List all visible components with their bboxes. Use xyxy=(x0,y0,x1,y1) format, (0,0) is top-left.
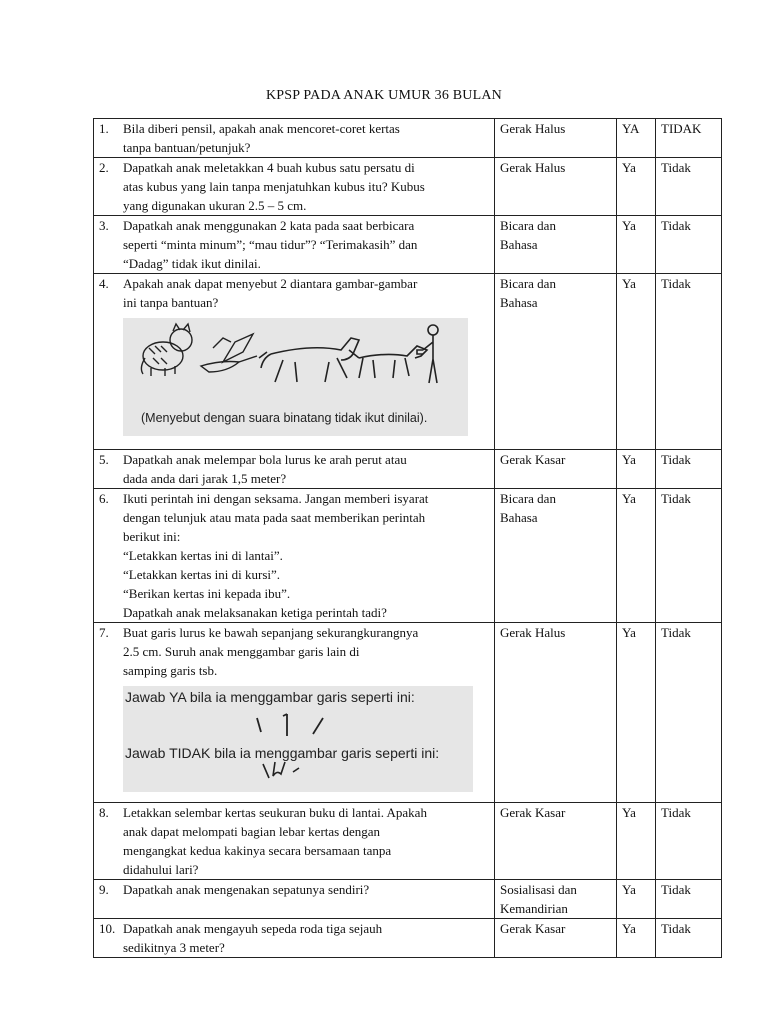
question-line: 2.5 cm. Suruh anak menggambar garis lain di xyxy=(123,644,360,659)
tidak-cell: Tidak xyxy=(656,216,722,274)
question-number: 10. xyxy=(99,921,116,936)
question-line: didahului lari? xyxy=(123,862,199,877)
lines-caption-yes: Jawab YA bila ia menggambar garis seperti ini: xyxy=(125,689,415,705)
question-line: Dapatkah anak menggunakan 2 kata pada saat berbicara xyxy=(123,218,415,233)
domain-cell xyxy=(495,274,617,450)
question-number: 7. xyxy=(99,625,109,640)
domain-label: Gerak Halus xyxy=(500,625,566,640)
ya-cell: Ya xyxy=(617,919,656,958)
question-line: Apakah anak dapat menyebut 2 diantara gambar-gambar xyxy=(123,276,418,291)
question-cell xyxy=(94,623,495,803)
domain-label: Bahasa xyxy=(500,295,538,310)
correct-lines xyxy=(257,714,323,736)
domain-label: Bahasa xyxy=(500,237,538,252)
person-figure xyxy=(417,325,438,383)
table-row xyxy=(94,623,722,803)
domain-label: Kemandirian xyxy=(500,901,568,916)
question-number: 5. xyxy=(99,452,109,467)
question-line: “Berikan kertas ini kepada ibu”. xyxy=(123,586,291,601)
question-line: anak dapat melompati bagian lebar kertas dengan xyxy=(123,824,381,839)
question-line: Buat garis lurus ke bawah sepanjang sekurangkurangnya xyxy=(123,625,419,640)
question-line: Dapatkah anak melempar bola lurus ke arah perut atau xyxy=(123,452,407,467)
question-line: Dapatkah anak meletakkan 4 buah kubus satu persatu di xyxy=(123,160,415,175)
table-row xyxy=(94,158,722,216)
question-line: dengan telunjuk atau mata pada saat memberikan perintah xyxy=(123,510,426,525)
domain-cell xyxy=(495,803,617,880)
domain-label: Gerak Halus xyxy=(500,121,566,136)
question-cell xyxy=(94,803,495,880)
table-row xyxy=(94,489,722,623)
question-cell xyxy=(94,450,495,489)
tidak-cell: Tidak xyxy=(656,880,722,919)
question-line: tanpa bantuan/petunjuk? xyxy=(123,140,251,155)
question-line: sedikitnya 3 meter? xyxy=(123,940,225,955)
question-number: 6. xyxy=(99,491,109,506)
question-line: seperti “minta minum”; “mau tidur”? “Terimakasih” dan xyxy=(123,237,418,252)
domain-label: Gerak Halus xyxy=(500,160,566,175)
table-row xyxy=(94,216,722,274)
tidak-cell: Tidak xyxy=(656,158,722,216)
animals-picture xyxy=(123,318,468,436)
table-row xyxy=(94,274,722,450)
lines-picture xyxy=(123,686,473,792)
kpsp-table xyxy=(93,118,722,958)
question-line: Dapatkah anak mengayuh sepeda roda tiga sejauh xyxy=(123,921,383,936)
lines-drawing xyxy=(123,686,473,792)
question-cell xyxy=(94,489,495,623)
domain-cell xyxy=(495,119,617,158)
question-number: 9. xyxy=(99,882,109,897)
question-line: samping garis tsb. xyxy=(123,663,218,678)
tidak-cell: Tidak xyxy=(656,919,722,958)
ya-cell: Ya xyxy=(617,489,656,623)
domain-cell xyxy=(495,880,617,919)
question-line: mengangkat kedua kakinya secara bersamaan tanpa xyxy=(123,843,392,858)
table-row xyxy=(94,450,722,489)
question-cell xyxy=(94,216,495,274)
ya-cell: Ya xyxy=(617,450,656,489)
ya-cell: Ya xyxy=(617,158,656,216)
question-cell xyxy=(94,158,495,216)
table-row xyxy=(94,803,722,880)
table-row xyxy=(94,119,722,158)
domain-label: Bicara dan xyxy=(500,491,556,506)
tidak-cell: Tidak xyxy=(656,489,722,623)
ya-cell: YA xyxy=(617,119,656,158)
domain-cell xyxy=(495,216,617,274)
animals-caption: (Menyebut dengan suara binatang tidak ikut dinilai). xyxy=(141,411,428,425)
question-number: 3. xyxy=(99,218,109,233)
question-number: 4. xyxy=(99,276,109,291)
question-cell xyxy=(94,119,495,158)
domain-cell xyxy=(495,450,617,489)
cat-figure xyxy=(141,324,192,376)
domain-cell xyxy=(495,489,617,623)
domain-label: Gerak Kasar xyxy=(500,921,566,936)
lines-caption-no: Jawab TIDAK bila ia menggambar garis seperti ini: xyxy=(125,745,440,761)
question-cell xyxy=(94,880,495,919)
domain-label: Gerak Kasar xyxy=(500,452,566,467)
domain-label: Bicara dan xyxy=(500,218,556,233)
domain-label: Gerak Kasar xyxy=(500,805,566,820)
question-line: Bila diberi pensil, apakah anak mencoret-coret kertas xyxy=(123,121,400,136)
question-line: “Letakkan kertas ini di lantai”. xyxy=(123,548,283,563)
tidak-cell: Tidak xyxy=(656,450,722,489)
document-title: KPSP PADA ANAK UMUR 36 BULAN xyxy=(265,88,502,103)
tidak-cell: Tidak xyxy=(656,623,722,803)
question-line: atas kubus yang lain tanpa menjatuhkan kubus itu? Kubus xyxy=(123,179,425,194)
question-line: Ikuti perintah ini dengan seksama. Jangan memberi isyarat xyxy=(123,491,429,506)
domain-cell xyxy=(495,623,617,803)
question-number: 1. xyxy=(99,121,109,136)
ya-cell: Ya xyxy=(617,216,656,274)
question-line: ini tanpa bantuan? xyxy=(123,295,219,310)
question-cell xyxy=(94,274,495,450)
domain-label: Bicara dan xyxy=(500,276,556,291)
tidak-cell: TIDAK xyxy=(656,119,722,158)
tidak-cell: Tidak xyxy=(656,274,722,450)
question-cell xyxy=(94,919,495,958)
question-line: “Letakkan kertas ini di kursi”. xyxy=(123,567,281,582)
domain-cell xyxy=(495,158,617,216)
question-number: 8. xyxy=(99,805,109,820)
question-line: berikut ini: xyxy=(123,529,181,544)
domain-label: Sosialisasi dan xyxy=(500,882,577,897)
ya-cell: Ya xyxy=(617,880,656,919)
question-line: “Dadag” tidak ikut dinilai. xyxy=(123,256,261,271)
table-row xyxy=(94,919,722,958)
domain-cell xyxy=(495,919,617,958)
question-line: Letakkan selembar kertas seukuran buku di lantai. Apakah xyxy=(123,805,427,820)
question-number: 2. xyxy=(99,160,109,175)
question-line: Dapatkah anak melaksanakan ketiga perintah tadi? xyxy=(123,605,387,620)
tidak-cell: Tidak xyxy=(656,803,722,880)
domain-label: Bahasa xyxy=(500,510,538,525)
question-line: yang digunakan ukuran 2.5 – 5 cm. xyxy=(123,198,307,213)
incorrect-lines xyxy=(263,762,299,778)
horse-figure xyxy=(259,338,359,382)
ya-cell: Ya xyxy=(617,274,656,450)
question-line: dada anda dari jarak 1,5 meter? xyxy=(123,471,287,486)
bird-figure xyxy=(201,334,257,372)
ya-cell: Ya xyxy=(617,803,656,880)
table-row xyxy=(94,880,722,919)
question-line: Dapatkah anak mengenakan sepatunya sendiri? xyxy=(123,882,370,897)
ya-cell: Ya xyxy=(617,623,656,803)
dog-figure xyxy=(349,346,427,378)
